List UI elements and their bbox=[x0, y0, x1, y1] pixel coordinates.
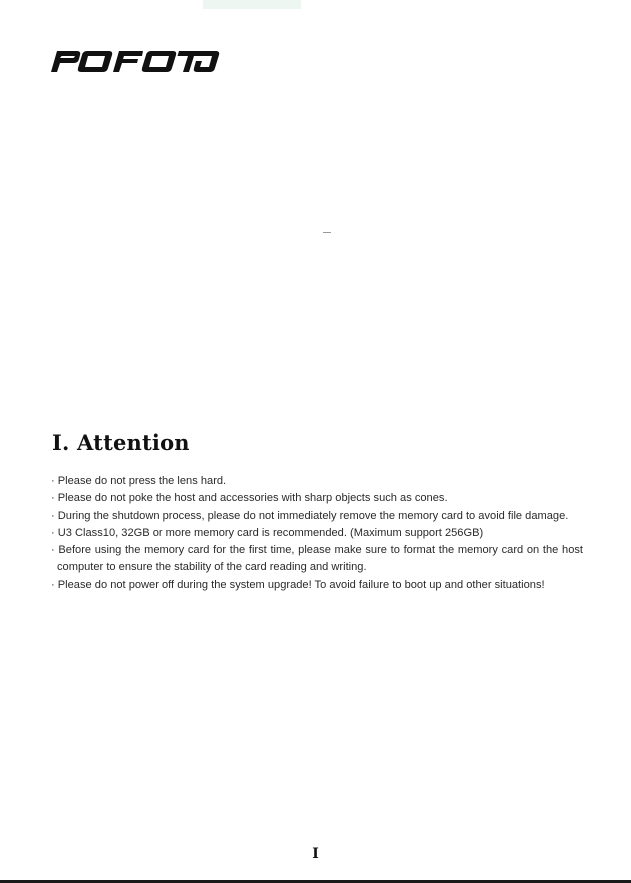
page-number: I bbox=[312, 846, 319, 862]
list-item: · During the shutdown process, please do not immediately remove the memory card to avoid file damage. bbox=[51, 509, 569, 522]
list-item: · U3 Class10, 32GB or more memory card is recommended. (Maximum support 256GB) bbox=[51, 526, 484, 539]
list-item: · Please do not press the lens hard. bbox=[51, 475, 227, 487]
list-item: · Before using the memory card for the first time, please make sure to format the memory card on the host computer to ensure the stability of the card reading and writing. bbox=[51, 544, 583, 574]
top-tint-block bbox=[203, 0, 301, 9]
pofoto-logo bbox=[51, 47, 221, 73]
attention-list bbox=[51, 473, 583, 594]
section-title: I. Attention bbox=[52, 430, 190, 455]
list-item: · Please do not power off during the system upgrade! To avoid failure to boot up and other situations! bbox=[51, 578, 545, 591]
faint-mark bbox=[323, 232, 331, 233]
list-item: · Please do not poke the host and accessories with sharp objects such as cones. bbox=[51, 492, 448, 505]
